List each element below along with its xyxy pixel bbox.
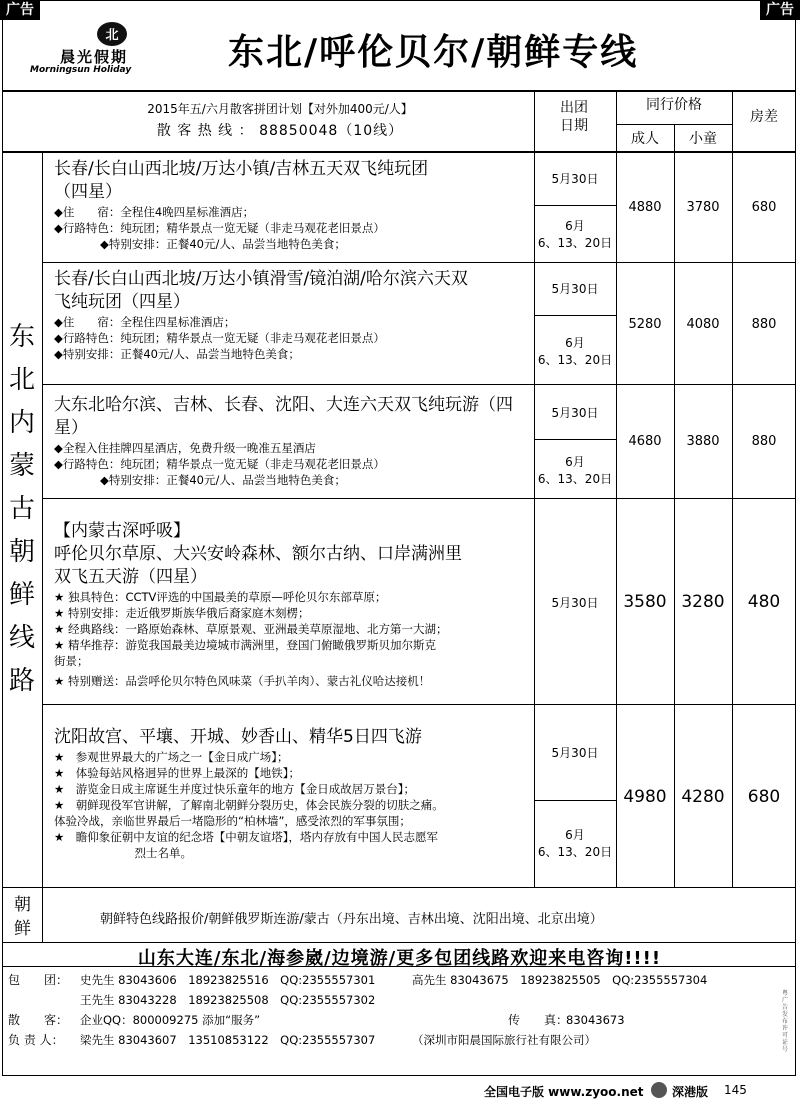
route-3-date-b: 6月	[565, 455, 585, 469]
route-bullet: ★ 特别安排：走近俄罗斯族华俄后裔家庭木刻楞；	[54, 606, 310, 620]
route-5-adult: 4980	[623, 787, 667, 807]
route-title: 长春/长白山西北坡/万达小镇/吉林五天双飞纯玩团	[54, 159, 429, 179]
manager-text: 梁先生 83043607 13510853122 QQ:2355557307	[80, 1033, 376, 1047]
route-title: 沈阳故宫、平壤、开城、妙香山、精华5日四飞游	[54, 727, 422, 747]
route-3-date-a: 5月30日	[551, 406, 599, 420]
route-bullet: ★ 游览金日成主席诞生并度过快乐童年的地方【金日成故居万景台】；	[54, 782, 416, 796]
route-bullet: ◆行路特色：纯玩团；精华景点一览无疑（非走马观花老旧景点）	[54, 457, 385, 471]
route-bullet: ◆住 宿：全程住四星标准酒店；	[54, 315, 236, 329]
route-title: （四星）	[54, 182, 122, 202]
col-room: 房差	[750, 109, 778, 125]
route-bullet: ★ 体验每站风格迥异的世界上最深的【地铁】；	[54, 766, 301, 780]
route-2-date-a: 5月30日	[551, 282, 599, 296]
fax-label: 传 真：	[508, 1013, 569, 1027]
route-2-adult: 5280	[628, 317, 662, 332]
route-bullet: ◆行路特色：纯玩团；精华景点一览无疑（非走马观花老旧景点）	[54, 331, 385, 345]
route-title: 长春/长白山西北坡/万达小镇滑雪/镜泊湖/哈尔滨六天双	[54, 269, 468, 289]
retail-text: 企业QQ：800009275 添加“服务”	[80, 1013, 261, 1027]
route-bullet: ★ 朝鲜现役军官讲解，了解南北朝鲜分裂历史，体会民族分裂的切肤之痛。	[54, 798, 444, 812]
route-4	[54, 520, 532, 689]
route-bullet: ◆住 宿：全程住4晚四星标准酒店；	[54, 205, 255, 219]
route-bullet: ◆特别安排：正餐40元/人、品尝当地特色美食；	[54, 347, 300, 361]
route-title: 大东北哈尔滨、吉林、长春、沈阳、大连六天双飞纯玩游（四	[54, 395, 513, 415]
route-4-room: 480	[747, 592, 781, 612]
route-3-adult: 4680	[628, 434, 662, 449]
footer-page: 145	[724, 1083, 747, 1097]
route-4-adult: 3580	[623, 592, 667, 612]
route-bullet: 烈士名单。	[54, 846, 192, 860]
side-note: 粤广告发布许可证号	[782, 990, 789, 1053]
route-title: 星）	[54, 418, 88, 438]
col-child: 小童	[689, 131, 717, 147]
plan-text: 2015年五/六月散客拼团计划【对外加400元/人】	[147, 102, 413, 116]
route-bullet: 街景；	[54, 654, 89, 668]
route-5-date-b: 6月	[565, 828, 585, 842]
route-bullet: ★ 特别赠送：品尝呼伦贝尔特色风味菜（手扒羊肉）、蒙古礼仪哈达接机！	[54, 674, 431, 688]
retail-label: 散 客：	[8, 1013, 69, 1027]
route-3-room: 880	[751, 434, 777, 449]
route-1-room: 680	[751, 200, 777, 215]
region-label: 东 北 内 蒙 古 朝 鲜 线 路	[8, 322, 35, 696]
route-1	[54, 158, 532, 252]
route-bullet: ◆特别安排：正餐40元/人、品尝当地特色美食；	[54, 473, 346, 487]
company-name: （深圳市阳晨国际旅行社有限公司）	[412, 1033, 596, 1047]
route-5-room: 680	[747, 787, 781, 807]
banner: 山东大连/东北/海参崴/边境游/更多包团线路欢迎来电咨询!!!!	[137, 948, 662, 969]
logo-name-en: Morningsun Holiday	[30, 65, 132, 75]
col-departure-2: 日期	[560, 118, 588, 134]
route-bullet: ★ 精华推荐：游览我国最美边境城市满洲里，登国门俯瞰俄罗斯贝加尔斯克	[54, 638, 436, 652]
route-bullet: ★ 独具特色：CCTV评选的中国最美的草原—呼伦贝尔东部草原；	[54, 590, 387, 604]
route-3	[54, 394, 532, 488]
group-line2: 王先生 83043228 18923825508 QQ:2355557302	[80, 993, 376, 1007]
route-bullet: ◆行路特色：纯玩团；精华景点一览无疑（非走马观花老旧景点）	[54, 221, 385, 235]
ad-label-left: 广告	[0, 0, 40, 20]
ad-label-right: 广告	[760, 0, 800, 20]
korea-text: 朝鲜特色线路报价/朝鲜俄罗斯连游/蒙古（丹东出境、吉林出境、沈阳出境、北京出境）	[100, 912, 603, 927]
page-title: 东北/呼伦贝尔/朝鲜专线	[228, 32, 639, 73]
route-1-date-a: 5月30日	[551, 172, 599, 186]
route-1-child: 3780	[686, 200, 720, 215]
hotline-text: 散 客 热 线 ： 88850048（10线）	[156, 123, 404, 139]
footer-edition: 深港版	[672, 1085, 709, 1099]
route-title: 双飞五天游（四星）	[54, 567, 207, 587]
route-2-date-c: 6、13、20日	[537, 353, 613, 367]
zyoo-badge-icon	[651, 1082, 667, 1098]
route-3-date-c: 6、13、20日	[537, 472, 613, 486]
route-1-date-c: 6、13、20日	[537, 236, 613, 250]
route-2-room: 880	[751, 317, 777, 332]
route-2-child: 4080	[686, 317, 720, 332]
route-bullet: ★ 经典路线：一路原始森林、草原景观、亚洲最美草原湿地、北方第一大湖；	[54, 622, 448, 636]
svg-text:北: 北	[105, 28, 119, 43]
route-bullet: ★ 瞻仰象征朝中友谊的纪念塔【中朝友谊塔】，塔内存放有中国人民志愿军	[54, 830, 439, 844]
logo	[30, 20, 180, 80]
route-5-date-c: 6、13、20日	[537, 845, 613, 859]
route-5-child: 4280	[681, 787, 725, 807]
route-4-child: 3280	[681, 592, 725, 612]
route-2	[54, 268, 532, 362]
route-bullet: ◆全程入住挂牌四星酒店，免费升级一晚准五星酒店	[54, 441, 316, 455]
korea-label: 朝 鲜	[14, 895, 31, 939]
route-2-date-b: 6月	[565, 336, 585, 350]
group-line1b: 高先生 83043675 18923825505 QQ:2355557304	[412, 973, 708, 987]
route-5-date-a: 5月30日	[551, 746, 599, 760]
col-peer-price: 同行价格	[646, 97, 702, 113]
group-line1: 史先生 83043606 18923825516 QQ:2355557301	[80, 973, 376, 987]
route-title: 飞纯玩团（四星）	[54, 292, 190, 312]
footer-site: 全国电子版 www.zyoo.net	[484, 1085, 644, 1099]
route-1-adult: 4880	[628, 200, 662, 215]
route-5	[54, 726, 532, 861]
route-3-child: 3880	[686, 434, 720, 449]
route-4-date-a: 5月30日	[551, 596, 599, 610]
route-title: 【内蒙古深呼吸】	[54, 521, 190, 541]
manager-label: 负 责 人：	[8, 1033, 64, 1047]
route-title: 呼伦贝尔草原、大兴安岭森林、额尔古纳、口岸满洲里	[54, 544, 462, 564]
route-bullet: 体验冷战，亲临世界最后一堵隐形的“柏林墙”，感受浓烈的军事氛围；	[54, 814, 411, 828]
col-departure-1: 出团	[560, 100, 588, 116]
fax-number: 83043673	[566, 1013, 625, 1027]
route-bullet: ★ 参观世界最大的广场之一【金日成广场】；	[54, 750, 289, 764]
group-label: 包 团：	[8, 973, 69, 987]
route-1-date-b: 6月	[565, 219, 585, 233]
logo-name-cn: 晨光假期	[60, 48, 129, 66]
col-adult: 成人	[631, 131, 659, 147]
route-bullet: ◆特别安排：正餐40元/人、品尝当地特色美食；	[54, 237, 346, 251]
